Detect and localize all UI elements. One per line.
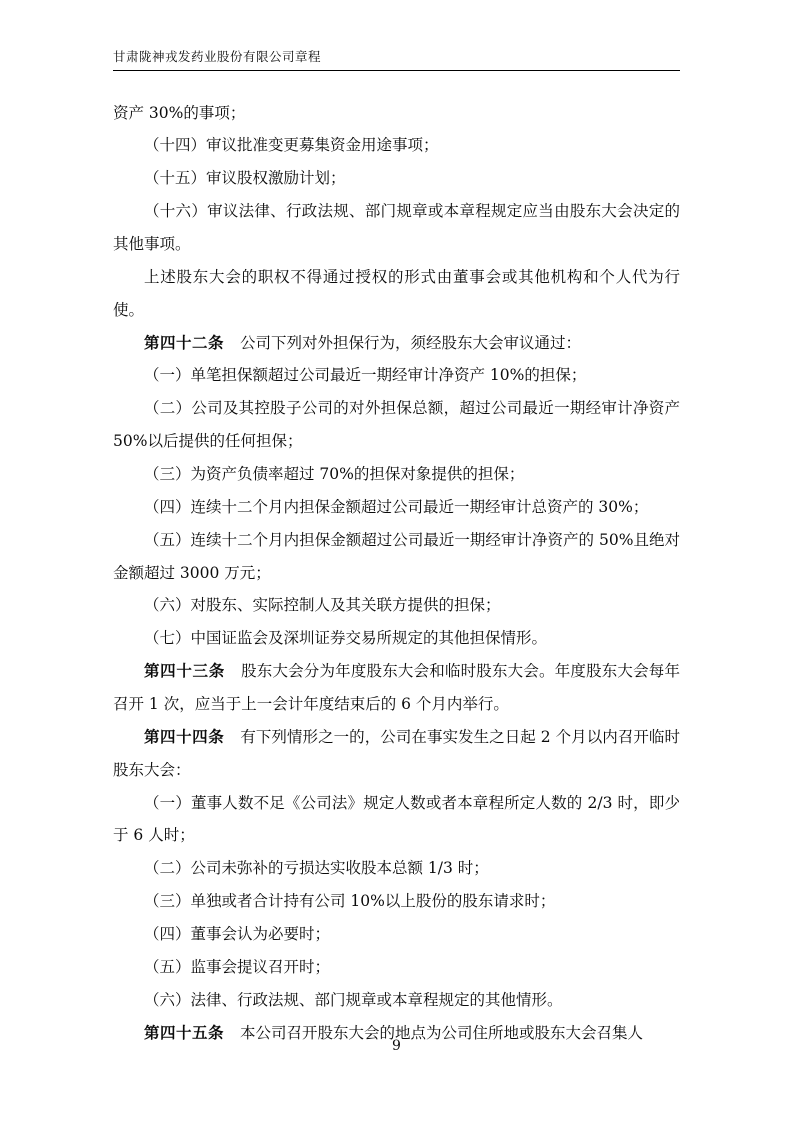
paragraph-text: （四）董事会认为必要时； xyxy=(144,924,331,943)
paragraph xyxy=(113,458,680,491)
paragraph-text: 资产 30%的事项； xyxy=(113,103,246,122)
paragraph-text: 有下列情形之一的，公司在事实发生之日起 2 个月以内召开临时股东大会： xyxy=(113,727,680,779)
paragraph xyxy=(113,787,680,853)
paragraph-text: 本公司召开股东大会的地点为公司住所地或股东大会召集人 xyxy=(240,1023,644,1042)
paragraph xyxy=(113,129,680,162)
paragraph xyxy=(113,195,680,261)
paragraph xyxy=(113,918,680,951)
article-number: 第四十五条 xyxy=(144,1022,225,1042)
paragraph xyxy=(113,951,680,984)
paragraph-text: （二）公司未弥补的亏损达实收股本总额 1/3 时； xyxy=(144,859,489,878)
article-number: 第四十四条 xyxy=(144,726,225,746)
paragraph-text: （三）为资产负债率超过 70%的担保对象提供的担保； xyxy=(144,464,525,483)
paragraph xyxy=(113,885,680,918)
page-header: 甘肃陇神戎发药业股份有限公司章程 xyxy=(113,48,680,71)
paragraph-text: （四）连续十二个月内担保金额超过公司最近一期经审计总资产的 30%； xyxy=(144,497,649,516)
paragraph xyxy=(113,392,680,458)
paragraph-text: 上述股东大会的职权不得通过授权的形式由董事会或其他机构和个人代为行使。 xyxy=(113,267,680,319)
paragraph-text: （六）对股东、实际控制人及其关联方提供的担保； xyxy=(144,596,501,615)
paragraph-text: 股东大会分为年度股东大会和临时股东大会。年度股东大会每年召开 1 次，应当于上一会计年度结束后的 6 个月内举行。 xyxy=(113,662,680,713)
page-content xyxy=(113,48,680,1049)
paragraph xyxy=(113,524,680,590)
page-number: 9 xyxy=(392,1038,401,1054)
paragraph-text: （十六）审议法律、行政法规、部门规章或本章程规定应当由股东大会决定的其他事项。 xyxy=(113,202,680,253)
article-number: 第四十三条 xyxy=(144,661,225,681)
paragraph xyxy=(113,852,680,885)
paragraph-article xyxy=(113,655,680,721)
article-number: 第四十二条 xyxy=(144,332,225,352)
paragraph-text: （二）公司及其控股子公司的对外担保总额，超过公司最近一期经审计净资产 50%以后提供的任何担保； xyxy=(113,399,680,451)
paragraph-text: （五）连续十二个月内担保金额超过公司最近一期经审计净资产的 50%且绝对金额超过 3000 万元； xyxy=(113,530,680,582)
paragraph xyxy=(113,589,680,622)
paragraph-text: （一）单笔担保额超过公司最近一期经审计净资产 10%的担保； xyxy=(144,366,587,385)
paragraph xyxy=(113,491,680,524)
paragraph xyxy=(113,359,680,392)
paragraph-text: （三）单独或者合计持有公司 10%以上股份的股东请求时； xyxy=(144,892,556,911)
paragraph xyxy=(113,984,680,1017)
paragraph-text: （十五）审议股权激励计划； xyxy=(144,169,346,188)
paragraph-text: （一）董事人数不足《公司法》规定人数或者本章程所定人数的 2/3 时，即少于 6 人时； xyxy=(113,793,680,845)
paragraph xyxy=(113,97,680,130)
paragraph-text: （十四）审议批准变更募集资金用途事项； xyxy=(144,136,439,155)
paragraph-article xyxy=(113,721,680,787)
paragraph-article xyxy=(113,327,680,360)
paragraph-text: 公司下列对外担保行为，须经股东大会审议通过： xyxy=(240,333,582,352)
paragraph-text: （七）中国证监会及深圳证券交易所规定的其他担保情形。 xyxy=(144,629,548,648)
paragraph xyxy=(113,162,680,195)
paragraph xyxy=(113,261,680,327)
paragraph-text: （六）法律、行政法规、部门规章或本章程规定的其他情形。 xyxy=(144,990,563,1009)
paragraph xyxy=(113,622,680,655)
document-body xyxy=(113,97,680,1050)
paragraph-text: （五）监事会提议召开时； xyxy=(144,957,331,976)
